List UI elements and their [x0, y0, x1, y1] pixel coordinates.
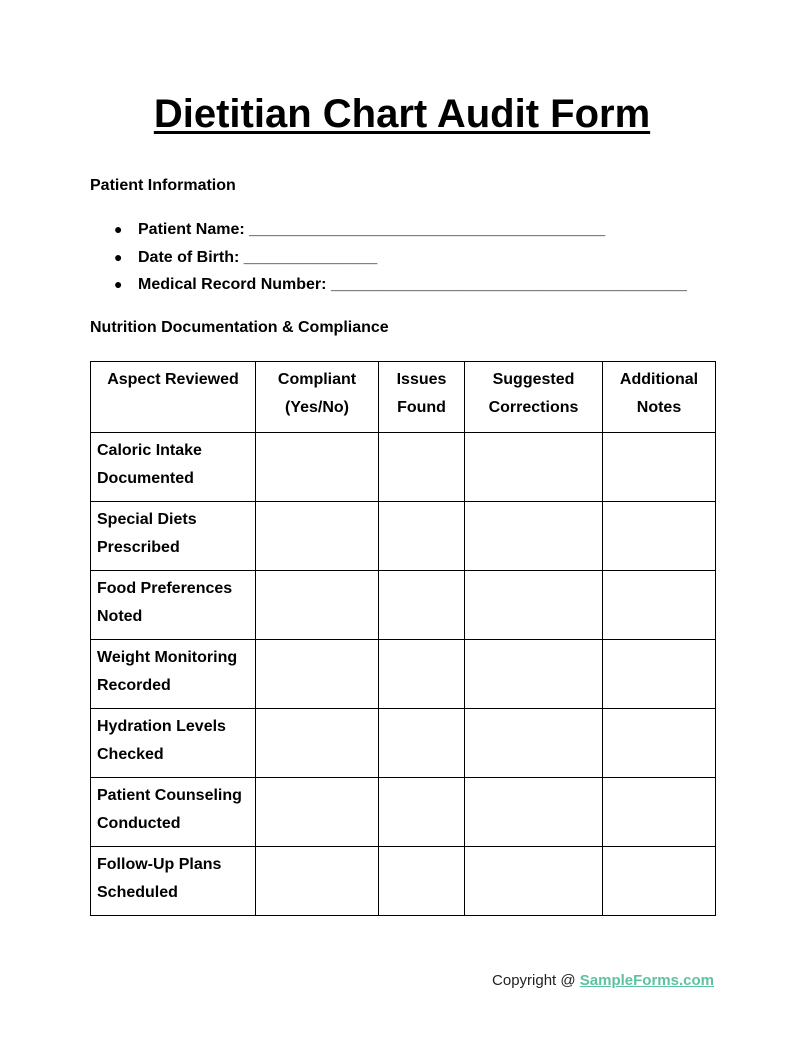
- sampleforms-link[interactable]: SampleForms.com: [579, 972, 714, 989]
- corrections-cell[interactable]: [465, 433, 603, 502]
- compliant-cell[interactable]: [256, 778, 379, 847]
- copyright-text: Copyright @: [492, 972, 580, 989]
- table-row: [91, 847, 716, 916]
- compliant-cell[interactable]: [256, 640, 379, 709]
- notes-cell[interactable]: [603, 778, 716, 847]
- table-row: [91, 571, 716, 640]
- table-row: [91, 778, 716, 847]
- issues-cell[interactable]: [379, 640, 465, 709]
- header-additional-notes: Additional Notes: [603, 362, 716, 433]
- bullet-icon: ●: [114, 221, 123, 237]
- compliant-cell[interactable]: [256, 847, 379, 916]
- patient-name-field[interactable]: [90, 216, 730, 244]
- table-row: [91, 433, 716, 502]
- nutrition-compliance-heading: Nutrition Documentation & Compliance: [90, 319, 389, 336]
- aspect-cell: Weight Monitoring Recorded: [91, 640, 256, 709]
- aspect-cell: Patient Counseling Conducted: [91, 778, 256, 847]
- issues-cell[interactable]: [379, 502, 465, 571]
- notes-cell[interactable]: [603, 433, 716, 502]
- bullet-icon: ●: [114, 248, 123, 265]
- aspect-cell: Caloric Intake Documented: [91, 433, 256, 502]
- audit-table: [90, 361, 716, 916]
- corrections-cell[interactable]: [465, 502, 603, 571]
- date-of-birth-field[interactable]: [90, 244, 730, 272]
- corrections-cell[interactable]: [465, 778, 603, 847]
- corrections-cell[interactable]: [465, 571, 603, 640]
- copyright-footer: [492, 971, 714, 991]
- page-title: Dietitian Chart Audit Form: [153, 92, 651, 136]
- corrections-cell[interactable]: [465, 847, 603, 916]
- corrections-cell[interactable]: [465, 640, 603, 709]
- compliant-cell[interactable]: [256, 502, 379, 571]
- notes-cell[interactable]: [603, 571, 716, 640]
- field-blank[interactable]: ________________________________________: [330, 276, 687, 293]
- corrections-cell[interactable]: [465, 709, 603, 778]
- issues-cell[interactable]: [379, 778, 465, 847]
- compliant-cell[interactable]: [256, 571, 379, 640]
- header-compliant: Compliant (Yes/No): [256, 362, 379, 433]
- table-header-row: [91, 362, 716, 433]
- medical-record-number-field[interactable]: [90, 271, 730, 299]
- header-issues-found: Issues Found: [379, 362, 465, 433]
- notes-cell[interactable]: [603, 847, 716, 916]
- field-label: Medical Record Number:: [138, 276, 327, 293]
- issues-cell[interactable]: [379, 847, 465, 916]
- issues-cell[interactable]: [379, 571, 465, 640]
- issues-cell[interactable]: [379, 433, 465, 502]
- field-label: Patient Name:: [138, 221, 245, 238]
- field-label: Date of Birth:: [138, 248, 240, 266]
- patient-fields-list: [90, 216, 730, 299]
- compliant-cell[interactable]: [256, 433, 379, 502]
- notes-cell[interactable]: [603, 709, 716, 778]
- notes-cell[interactable]: [603, 502, 716, 571]
- table-row: [91, 640, 716, 709]
- field-blank[interactable]: ________________________________________: [249, 221, 606, 238]
- header-suggested-corrections: Suggested Corrections: [465, 362, 603, 433]
- table-row: [91, 709, 716, 778]
- aspect-cell: Food Preferences Noted: [91, 571, 256, 640]
- header-aspect-reviewed: Aspect Reviewed: [91, 362, 256, 433]
- compliant-cell[interactable]: [256, 709, 379, 778]
- notes-cell[interactable]: [603, 640, 716, 709]
- bullet-icon: ●: [114, 276, 123, 292]
- table-row: [91, 502, 716, 571]
- aspect-cell: Follow-Up Plans Scheduled: [91, 847, 256, 916]
- aspect-cell: Hydration Levels Checked: [91, 709, 256, 778]
- patient-information-heading: Patient Information: [90, 177, 236, 194]
- aspect-cell: Special Diets Prescribed: [91, 502, 256, 571]
- field-blank[interactable]: _______________: [243, 248, 378, 266]
- issues-cell[interactable]: [379, 709, 465, 778]
